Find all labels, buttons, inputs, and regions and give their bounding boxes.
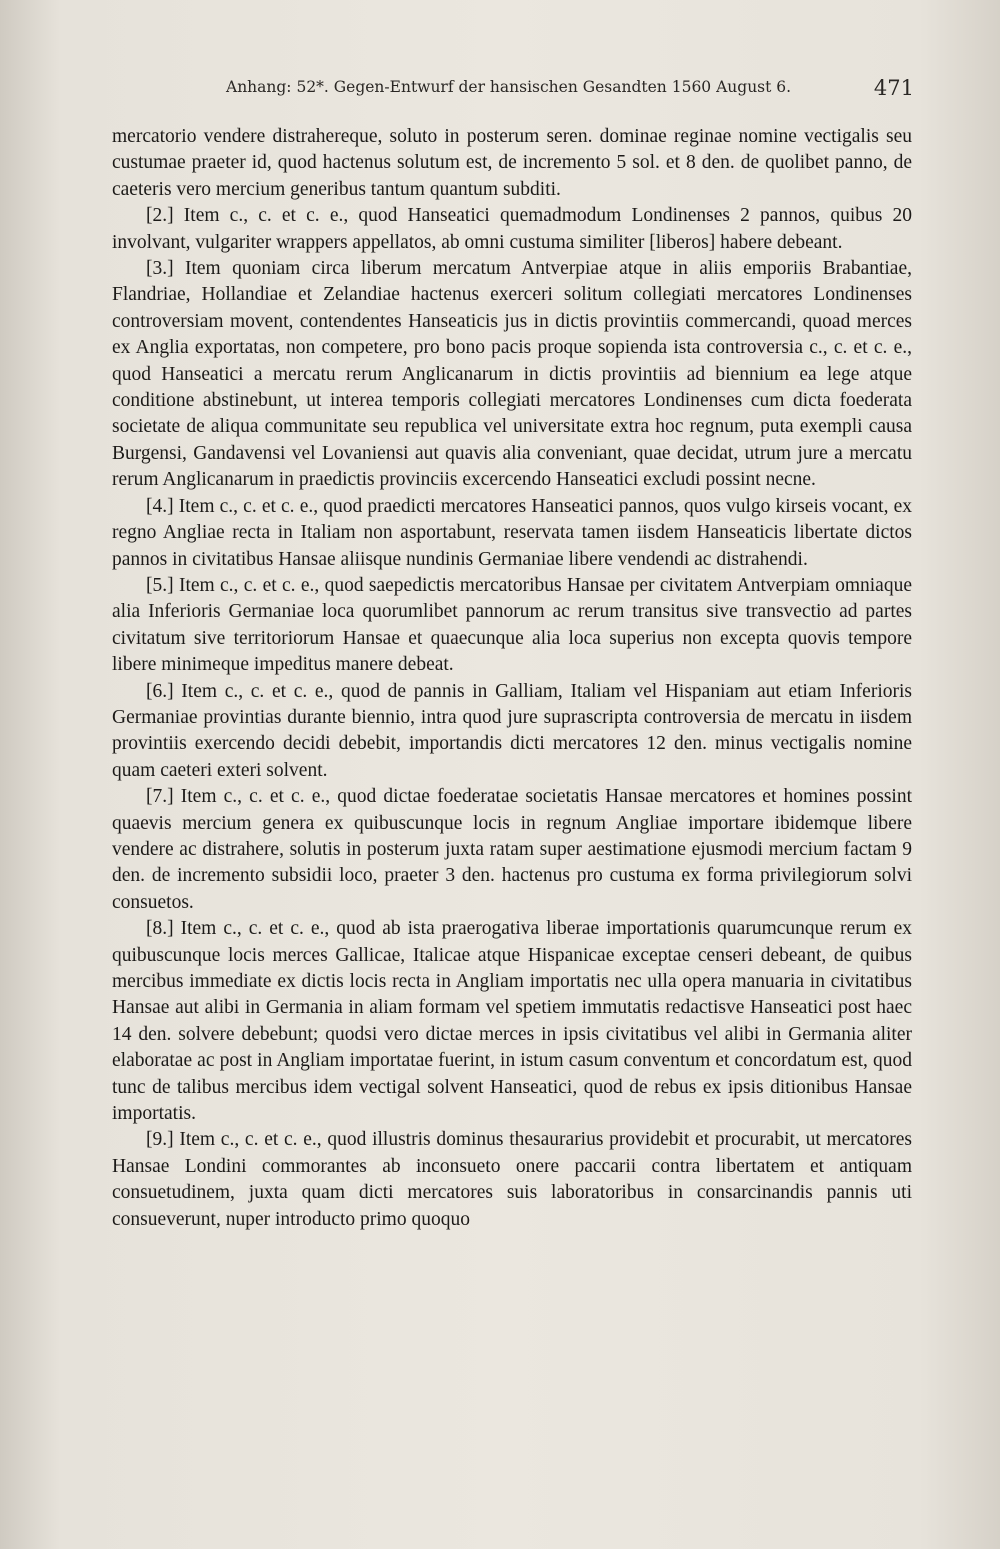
- paragraph-number: [5.]: [146, 574, 174, 596]
- paragraph-text: Item c., c. et c. e., quod dictae foederatae societatis Hansae mercatores et homines possint quaevis mercium genera ex quibuscunque locis in regnum Angliae importare ibidemque libere vendere ac distrahere, solutis in posterum juxta ratam super aestimatione ejusmodi mercium factam 9 den. de incremento subsidii loco, praeter 3 den. hactenus pro custuma ex forma privilegiorum solvi consuetos.: [112, 786, 912, 913]
- paragraph-number: [3.]: [146, 258, 174, 280]
- running-title: Anhang: 52*. Gegen-Entwurf der hansischen Gesandten 1560 August 6.: [226, 78, 792, 96]
- paragraph-text: Item quoniam circa liberum mercatum Antverpiae atque in aliis emporiis Brabantiae, Flandriae, Hollandiae et Zelandiae hactenus exerceri solitum collegiati mercatores Londinenses controversiam movent, contendentes Hanseaticis jus in dictis provintiis commercandi, quoad merces ex Anglia exportatas, non competere, pro bono pacis proque sopienda ista controversia c., c. et c. e., quod Hanseatici a mercatu rerum Anglicanarum in dictis provintiis ad biennium ea lege atque conditione abstinebunt, ut interea temporis collegiati mercatores Londinenses cum dicta foederata societate de aliqua communitate seu republica vel universitate extra hoc regnum, puta exempli causa Burgensi, Gandavensi vel Lovaniensi aut quavis alia conveniant, quae decidat, utrum jure a mercatu rerum Anglicanarum in praedictis provinciis excercendo Hanseatici excludi possint necne.: [112, 258, 912, 491]
- paragraph-number: [9.]: [146, 1129, 174, 1151]
- body-text: [112, 124, 912, 1233]
- paragraph-text: Item c., c. et c. e., quod saepedictis mercatoribus Hansae per civitatem Antverpiam omniaque alia Inferioris Germaniae loca quorumlibet pannorum ac rerum transitus sive transvectio ad partes civitatum sive territoriorum Hansae et quaecunque alia loca superius non excepta quovis tempore libere minimeque impeditus manere debeat.: [112, 574, 912, 676]
- paragraph-number: [6.]: [146, 680, 174, 702]
- paragraph-text: mercatorio vendere distrahereque, soluto in posterum seren. dominae reginae nomine vectigalis seu custumae praeter id, quod hactenus solutum est, de incremento 5 sol. et 8 den. de quolibet panno, de caeteris vero mercium generibus tantum quantum subditi.: [112, 126, 912, 200]
- page-number: 471: [873, 76, 914, 100]
- paragraph-9: [112, 1127, 912, 1233]
- running-head: [226, 76, 914, 110]
- paragraph-text: Item c., c. et c. e., quod illustris dominus thesaurarius providebit et procurabit, ut mercatores Hansae Londini commorantes ab inconsueto onere paccarii contra libertatem et antiquam consuetudinem, juxta quam dicti mercatores suis laboratoribus in consarcinandis pannis uti consueverunt, nuper introducto primo quoquo: [112, 1129, 912, 1230]
- paragraph-text: Item c., c. et c. e., quod praedicti mercatores Hanseatici pannos, quos vulgo kirseis vocant, ex regno Angliae recta in Italiam non asportabunt, reservata tamen iisdem Hanseaticis libertate dictos pannos in civitatibus Hansae aliisque nundinis Germaniae libere vendendi ac distrahendi.: [112, 495, 912, 570]
- paragraph-text: Item c., c. et c. e., quod ab ista praerogativa liberae importationis quarumcunque rerum ex quibuscunque locis merces Gallicae, Italicae atque Hispanicae exceptae censeri debeant, de quibus mercibus immediate ex dictis locis recta in Angliam importatis nec ulla opera manuaria in civitatibus Hansae aut alibi in Germania in aliam formam vel spetiem immutatis redactisve Hanseatici post haec 14 den. solvere debebunt; quodsi vero dictae merces in ipsis civitatibus vel alibi in Germania aliter elaboratae ac post in Angliam importatae fuerint, in istum casum conventum et concordatum est, quod tunc de talibus mercibus idem vectigal solvent Hanseatici, quod de rebus ex ipsis ditionibus Hansae importatis.: [112, 918, 912, 1125]
- paragraph-text: Item c., c. et c. e., quod de pannis in Galliam, Italiam vel Hispaniam aut etiam Inferioris Germaniae provintias durante biennio, intra quod jure suprascripta controversia de mercatu in iisdem provintiis exercendo decidi debebit, importandis dicti mercatores 12 den. minus vectigalis nomine quam caeteri exteri solvent.: [112, 680, 912, 781]
- paragraph-5: [112, 573, 912, 679]
- paragraph-3: [112, 256, 912, 494]
- paragraph-number: [4.]: [146, 495, 174, 517]
- paragraph-number: [2.]: [146, 205, 174, 227]
- paragraph-6: [112, 679, 912, 785]
- paragraph-text: Item c., c. et c. e., quod Hanseatici quemadmodum Londinenses 2 pannos, quibus 20 involvant, vulgariter wrappers appellatos, ab omni custuma similiter [liberos] habere debeant.: [112, 205, 912, 253]
- paragraph-7: [112, 784, 912, 916]
- paragraph-4: [112, 494, 912, 573]
- paragraph-number: [8.]: [146, 918, 174, 940]
- paragraph-2: [112, 203, 912, 256]
- paragraph-number: [7.]: [146, 786, 174, 808]
- paragraph-1: [112, 124, 912, 203]
- paragraph-8: [112, 916, 912, 1127]
